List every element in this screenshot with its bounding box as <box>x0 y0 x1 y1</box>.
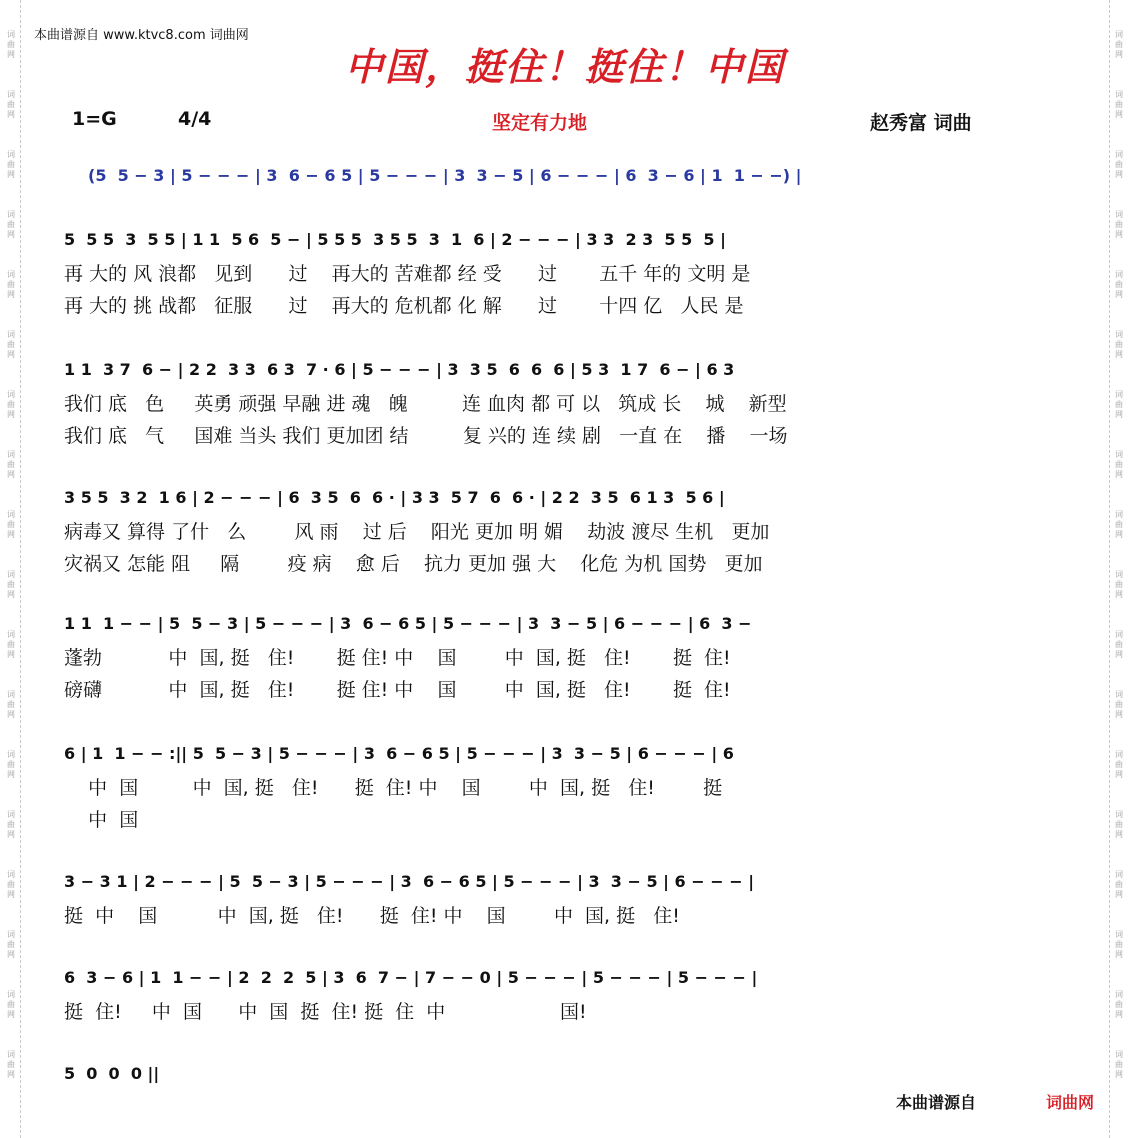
watermark-text: 词 曲 网 <box>7 330 15 359</box>
watermark-text: 词 曲 网 <box>7 150 15 179</box>
watermark-text: 词 曲 网 <box>1115 570 1123 599</box>
watermark-text: 词 曲 网 <box>7 390 15 419</box>
watermark-text: 词 曲 网 <box>1115 930 1123 959</box>
watermark-text: 词 曲 网 <box>7 750 15 779</box>
watermark-text: 词 曲 网 <box>7 270 15 299</box>
watermark-text: 词 曲 网 <box>7 930 15 959</box>
right-watermark-strip <box>1109 0 1128 1138</box>
lyrics-verse-1: 蓬勃 中 国, 挺 住! 挺 住! 中 国 中 国, 挺 住! 挺 住! <box>64 646 731 669</box>
watermark-text: 词 曲 网 <box>1115 750 1123 779</box>
lyrics-verse-2: 我们 底 气 国难 当头 我们 更加团 结 复 兴的 连 续 剧 一直 在 播 一场 <box>64 424 788 447</box>
source-credit: 本曲谱源自 www.ktvc8.com 词曲网 <box>34 28 249 43</box>
left-watermark-strip <box>2 0 21 1138</box>
watermark-text: 词 曲 网 <box>7 570 15 599</box>
footer-source-label: 本曲谱源自 <box>896 1093 977 1112</box>
watermark-text: 词 曲 网 <box>7 210 15 239</box>
score-line-3 <box>64 480 1014 578</box>
watermark-text: 词 曲 网 <box>7 810 15 839</box>
watermark-text: 词 曲 网 <box>7 870 15 899</box>
score-line-4 <box>64 606 994 704</box>
song-title: 中国，挺住！挺住！中国 <box>344 44 785 89</box>
time-signature: 4/4 <box>178 108 212 130</box>
watermark-text: 词 曲 网 <box>1115 870 1123 899</box>
lyrics-verse-1: 中 国 中 国, 挺 住! 挺 住! 中 国 中 国, 挺 住! 挺 <box>64 776 723 799</box>
notes-row: 5 0 0 0 || <box>64 1063 160 1083</box>
watermark-text: 词 曲 网 <box>1115 150 1123 179</box>
lyrics-verse-1: 我们 底 色 英勇 顽强 早融 进 魂 魄 连 血肉 都 可 以 筑成 长 城 新型 <box>64 392 787 415</box>
notes-row: 5 5 5 3 5 5 | 1 1 5 6 5 − | 5 5 5 3 5 5 3 1 6 | 2 − − − | 3 3 2 3 5 5 5 | <box>64 229 726 249</box>
lyrics-verse-2: 中 国 <box>64 808 139 831</box>
watermark-text: 词 曲 网 <box>7 630 15 659</box>
watermark-text: 词 曲 网 <box>1115 450 1123 479</box>
notes-row: 3 5 5 3 2 1 6 | 2 − − − | 6 3 5 6 6 · | 3 3 5 7 6 6 · | 2 2 3 5 6 1 3 5 6 | <box>64 487 725 507</box>
watermark-text: 词 曲 网 <box>1115 30 1123 59</box>
score-line-6 <box>64 864 984 930</box>
watermark-text: 词 曲 网 <box>7 990 15 1019</box>
key-signature: 1=G <box>72 108 117 130</box>
watermark-text: 词 曲 网 <box>7 90 15 119</box>
score-line-1 <box>64 222 1014 320</box>
notes-row: 6 3 − 6 | 1 1 − − | 2 2 2 5 | 3 6 7 − | 7 − − 0 | 5 − − − | 5 − − − | 5 − − − | <box>64 967 758 987</box>
watermark-text: 词 曲 网 <box>7 1050 15 1079</box>
watermark-text: 词 曲 网 <box>7 510 15 539</box>
watermark-text: 词 曲 网 <box>1115 810 1123 839</box>
watermark-text: 词 曲 网 <box>1115 330 1123 359</box>
score-line-7 <box>64 960 976 1026</box>
watermark-text: 词 曲 网 <box>1115 390 1123 419</box>
lyrics-verse-1: 病毒又 算得 了什 么 风 雨 过 后 阳光 更加 明 媚 劫波 渡尽 生机 更加 <box>64 520 770 543</box>
notes-row: 1 1 1 − − | 5 5 − 3 | 5 − − − | 3 6 − 6 5 | 5 − − − | 3 3 − 5 | 6 − − − | 6 3 − <box>64 613 752 633</box>
watermark-text: 词 曲 网 <box>7 690 15 719</box>
watermark-text: 词 曲 网 <box>7 450 15 479</box>
lyrics-verse-1: 再 大的 风 浪都 见到 过 再大的 苦难都 经 受 过 五千 年的 文明 是 <box>64 262 751 285</box>
score-intro <box>88 158 968 192</box>
lyrics-verse-2: 磅礴 中 国, 挺 住! 挺 住! 中 国 中 国, 挺 住! 挺 住! <box>64 678 731 701</box>
lyrics-verse-1: 挺 中 国 中 国, 挺 住! 挺 住! 中 国 中 国, 挺 住! <box>64 904 680 927</box>
notes-row: 3 − 3 1 | 2 − − − | 5 5 − 3 | 5 − − − | 3 6 − 6 5 | 5 − − − | 3 3 − 5 | 6 − − − | <box>64 871 755 891</box>
watermark-text: 词 曲 网 <box>1115 510 1123 539</box>
score-line-2 <box>64 352 1004 450</box>
score-line-5 <box>64 736 979 834</box>
lyrics-verse-2: 再 大的 挑 战都 征服 过 再大的 危机都 化 解 过 十四 亿 人民 是 <box>64 294 744 317</box>
watermark-text: 词 曲 网 <box>1115 1050 1123 1079</box>
tempo-marking: 坚定有力地 <box>492 112 588 134</box>
notes-row: 6 | 1 1 − − :|| 5 5 − 3 | 5 − − − | 3 6 − 6 5 | 5 − − − | 3 3 − 5 | 6 − − − | 6 <box>64 743 734 763</box>
watermark-text: 词 曲 网 <box>1115 690 1123 719</box>
watermark-text: 词 曲 网 <box>7 30 15 59</box>
watermark-text: 词 曲 网 <box>1115 630 1123 659</box>
lyrics-verse-2: 灾祸又 怎能 阻 隔 疫 病 愈 后 抗力 更加 强 大 化危 为机 国势 更加 <box>64 552 763 575</box>
footer-site-name: 词曲网 <box>1046 1093 1095 1112</box>
watermark-text: 词 曲 网 <box>1115 90 1123 119</box>
watermark-text: 词 曲 网 <box>1115 270 1123 299</box>
lyrics-verse-1: 挺 住! 中 国 中 国 挺 住! 挺 住 中 国! <box>64 1000 587 1023</box>
watermark-text: 词 曲 网 <box>1115 210 1123 239</box>
watermark-text: 词 曲 网 <box>1115 990 1123 1019</box>
score-line-8 <box>64 1056 224 1090</box>
notes-row: (5 5 − 3 | 5 − − − | 3 6 − 6 5 | 5 − − − | 3 3 − 5 | 6 − − − | 6 3 − 6 | 1 1 − −) | <box>88 165 802 185</box>
notes-row: 1 1 3 7 6 − | 2 2 3 3 6 3 7 · 6 | 5 − − − | 3 3 5 6 6 6 | 5 3 1 7 6 − | 6 3 <box>64 359 735 379</box>
author-credit: 赵秀富 词曲 <box>870 112 972 134</box>
